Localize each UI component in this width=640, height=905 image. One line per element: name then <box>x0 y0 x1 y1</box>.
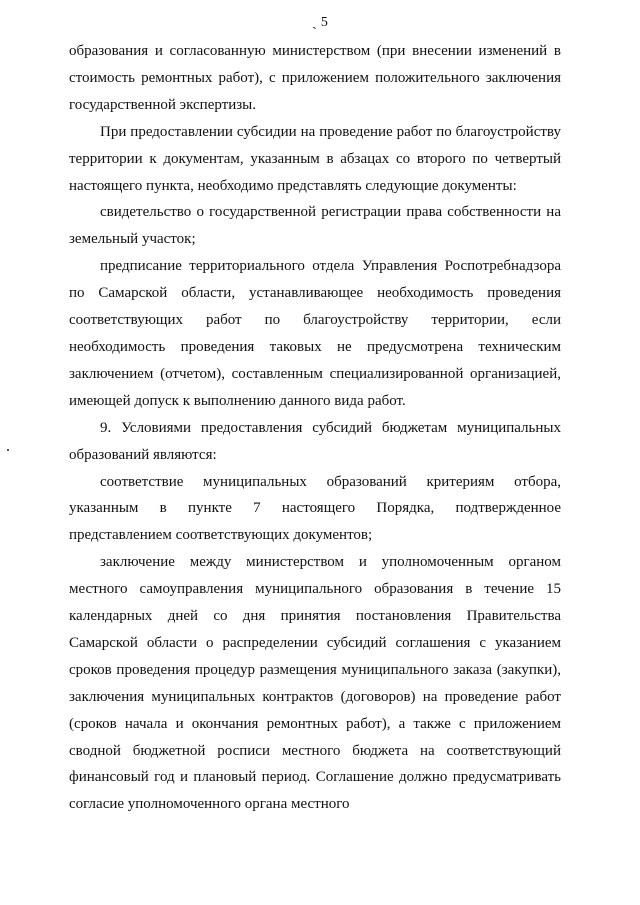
paragraph-criteria-compliance: соответствие муниципальных образований критериям отбора, указанным в пункте 7 настоящего Порядка, подтвержденное представлением соответствующих документов; <box>69 473 561 544</box>
paragraph-item-9: 9. Условиями предоставления субсидий бюджетам муниципальных образований являются: <box>69 419 561 463</box>
paragraph-landscaping-documents: При предоставлении субсидии на проведение работ по благоустройству территории к документам, указанным в абзацах со второго по четвертый настоящего пункта, необходимо представлять следующие документы: <box>69 123 561 194</box>
margin-mark <box>7 449 9 451</box>
paragraph-ownership-certificate: свидетельство о государственной регистрации права собственности на земельный участок; <box>69 204 561 248</box>
page-number <box>0 14 640 32</box>
page-number-value: 5 <box>320 15 328 30</box>
paragraph-agreement: заключение между министерством и уполномоченным органом местного самоуправления муниципального образования в течение 15 календарных дней со дня принятия постановления Правительства Самарской области о распределении субсидий соглашения с указанием сроков проведения процедур размещения муниципального заказа (закупки), заключения муниципальных контрактов (договоров) на проведение работ (сроков начала и окончания ремонтных работ), а также с приложением сводной бюджетной росписи местного бюджета на соответствующий финансовый год и плановый период. Соглашение должно предусматривать согласие уполномоченного органа местного <box>69 554 561 813</box>
paragraph-rospotrebnadzor-order: предписание территориального отдела Управления Роспотребнадзора по Самарской области, устанавливающее необходимость проведения соответствующих работ по благоустройству территории, если необходимость проведения таковых не предусмотрена техническим заключением (отчетом), составленным специализированной организацией, имеющей допуск к выполнению данного вида работ. <box>69 258 561 409</box>
document-body <box>69 38 561 818</box>
page-mark: ˎ <box>312 15 317 30</box>
paragraph-continuation: образования и согласованную министерством (при внесении изменений в стоимость ремонтных работ), с приложением положительного заключения государственной экспертизы. <box>69 43 561 113</box>
